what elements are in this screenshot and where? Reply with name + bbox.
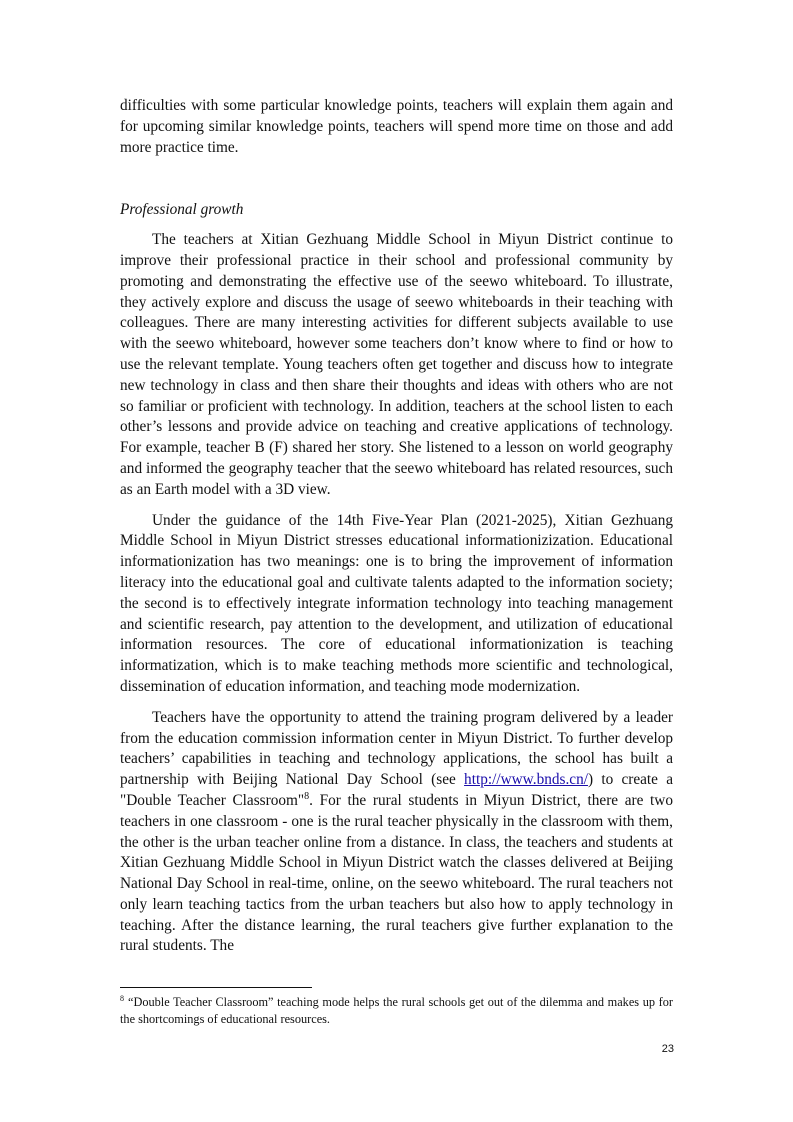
paragraph-double-teacher [120, 708, 673, 958]
paragraph-double-teacher-rest: . For the rural students in Miyun District, there are two teachers in one classroom - one is the rural teacher physically in the classroom with them, the other is the urban teacher online from a distance. In class, the teachers and students at Xitian Gezhuang Middle School in Miyun District watch the classes delivered at Beijing National Day School in real-time, online, on the seewo whiteboard. The rural teachers not only learn teaching tactics from the urban teachers but also how to apply technology in teaching. After the distance learning, the rural teachers give further explanation to the rural students. The [120, 791, 673, 955]
paragraph-professional-practice: The teachers at Xitian Gezhuang Middle School in Miyun District continue to improve their professional practice in their school and professional community by promoting and demonstrating the effective use of the seewo whiteboard. To illustrate, they actively explore and discuss the usage of seewo whiteboards in their teaching with colleagues. There are many interesting activities for different subjects available to use with the seewo whiteboard, however some teachers don’t know where to find or how to use the relevant template. Young teachers often get together and discuss how to integrate new technology in class and then share their thoughts and ideas with others who are not so familiar or proficient with technology. In addition, teachers at the school listen to each other’s lessons and provide advice on teaching and creative applications of technology. For example, teacher B (F) shared her story. She listened to a lesson on world geography and informed the geography teacher that the seewo whiteboard has related resources, such as an Earth model with a 3D view. [120, 231, 673, 498]
paragraph-double-teacher-mid: ) to create a "Double Teacher Classroom" [120, 771, 674, 809]
continued-paragraph: difficulties with some particular knowledge points, teachers will explain them again and for upcoming similar knowledge points, teachers will spend more time on those and add more practice time. [120, 97, 673, 156]
paragraph-double-teacher-intro: Teachers have the opportunity to attend the training program delivered by a leader from the education commission information center in Miyun District. To further develop teachers’ capabilities in teaching and technology applications, the school has built a partnership with Beijing National Day School (see [120, 708, 673, 789]
bnds-link[interactable]: http://www.bnds.cn/ [464, 771, 588, 789]
paragraph-five-year-plan-text: Under the guidance of the 14th Five-Year Plan (2021-2025), Xitian Gezhuang Middle School in Miyun District stresses educational informationizization. Educational informationization has two meanings: one is to bring the improvement of information literacy into the educational goal and cultivate talents adapted to the information society; the second is to effectively integrate information technology into teaching management and scientific research, pay attention to the development, and utilization of educational information resources. The core of educational informationization is teaching informatization, which is to make teaching methods more scientific and technological, dissemination of education information, and teaching mode [120, 511, 673, 695]
body-text [120, 96, 673, 967]
footnote-text: “Double Teacher Classroom” teaching mode helps the rural schools get out of the dilemma and makes up for the shortcomings of educational resources. [120, 995, 673, 1026]
paragraph-five-year-plan-end: modernization. [487, 677, 581, 695]
footnote-number: 8 [120, 993, 124, 1003]
page-number: 23 [661, 1043, 674, 1055]
paragraph-five-year-plan [120, 511, 673, 698]
section-heading: Professional growth [120, 201, 244, 219]
footnote-divider [120, 987, 312, 988]
footnote-reference[interactable]: 8 [304, 790, 310, 802]
footnote [120, 994, 673, 1028]
